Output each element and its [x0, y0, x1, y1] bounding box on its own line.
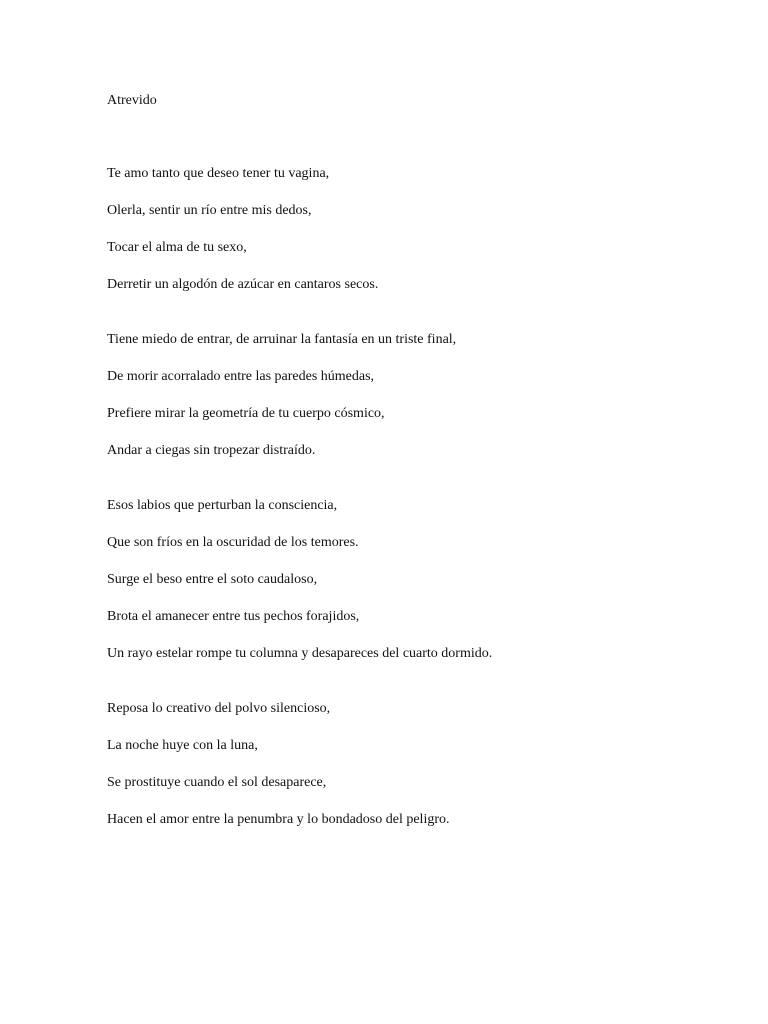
stanza-2	[107, 331, 727, 460]
poem-line: Esos labios que perturban la consciencia,	[107, 498, 338, 513]
poem-line: Te amo tanto que deseo tener tu vagina,	[107, 166, 330, 181]
poem-line: Un rayo estelar rompe tu columna y desapareces del cuarto dormido.	[107, 646, 493, 661]
poem-line: Reposa lo creativo del polvo silencioso,	[107, 701, 331, 716]
poem-line: Tiene miedo de entrar, de arruinar la fantasía en un triste final,	[107, 332, 457, 347]
poem-line: De morir acorralado entre las paredes húmedas,	[107, 369, 375, 384]
poem-line: Surge el beso entre el soto caudaloso,	[107, 572, 318, 587]
poem-line: Derretir un algodón de azúcar en cantaros secos.	[107, 277, 379, 292]
poem	[107, 92, 727, 866]
stanza-3	[107, 497, 727, 663]
poem-line: La noche huye con la luna,	[107, 738, 258, 753]
poem-line: Prefiere mirar la geometría de tu cuerpo cósmico,	[107, 406, 385, 421]
poem-line: Que son fríos en la oscuridad de los temores.	[107, 535, 359, 550]
poem-line: Olerla, sentir un río entre mis dedos,	[107, 203, 312, 218]
poem-title: Atrevido	[107, 93, 157, 108]
poem-line: Brota el amanecer entre tus pechos forajidos,	[107, 609, 360, 624]
stanza-1	[107, 165, 727, 294]
poem-line: Andar a ciegas sin tropezar distraído.	[107, 443, 316, 458]
poem-line: Hacen el amor entre la penumbra y lo bondadoso del peligro.	[107, 812, 450, 827]
stanza-4	[107, 700, 727, 829]
poem-line: Se prostituye cuando el sol desaparece,	[107, 775, 327, 790]
poem-line: Tocar el alma de tu sexo,	[107, 240, 247, 255]
